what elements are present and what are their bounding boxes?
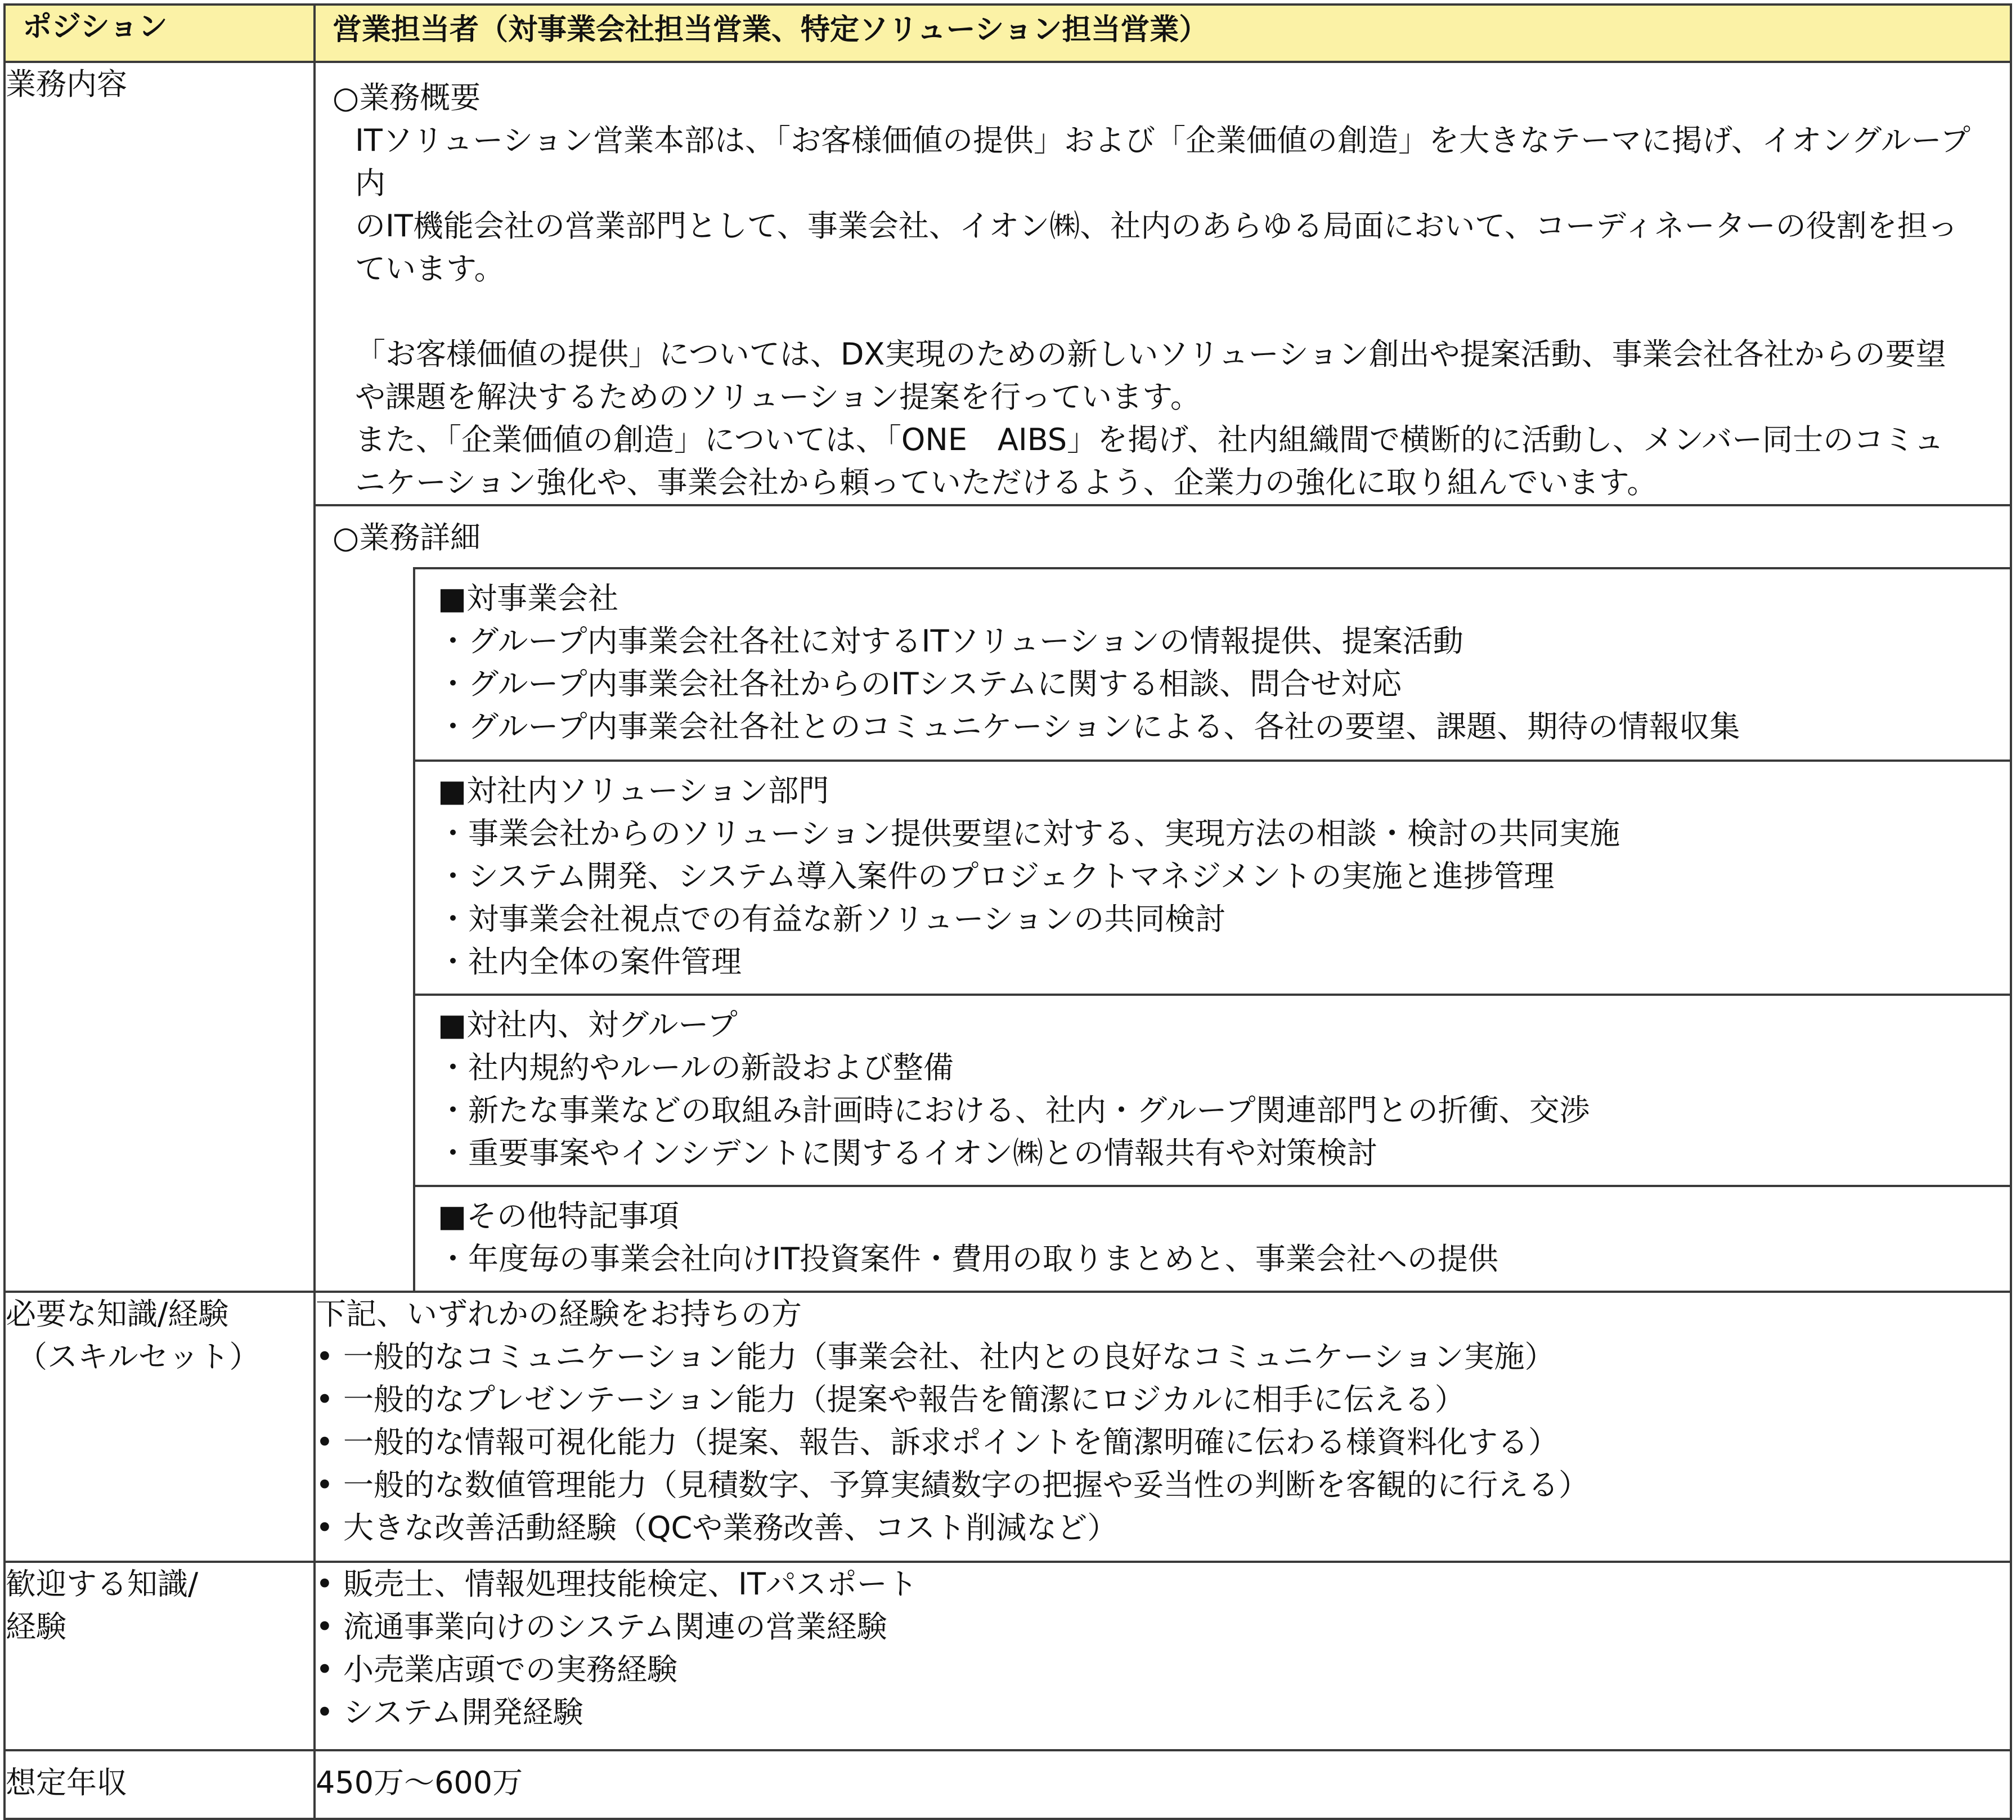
skill-item: • 一般的な情報可視化能力（提案、報告、訴求ポイントを簡潔明確に伝わる様資料化する） <box>316 1424 1559 1460</box>
group-item: ・事業会社からのソリューション提供要望に対する、実現方法の相談・検討の共同実施 <box>438 816 1620 851</box>
salary-value: 450万～600万 <box>315 1750 2011 1819</box>
value-line: 「お客様価値の提供」については、DX実現のための新しいソリューション創出や提案活動、事業会社各社からの要望 <box>355 336 1946 372</box>
skills-list <box>315 1292 2011 1562</box>
group-title: ■対事業会社 <box>438 581 619 616</box>
overview-line: のIT機能会社の営業部門として、事業会社、イオン㈱、社内のあらゆる局面において、コーディネーターの役割を担っ <box>355 208 1958 244</box>
skill-item: • 一般的なコミュニケーション能力（事業会社、社内との良好なコミュニケーション実施） <box>316 1339 1555 1374</box>
skills-label <box>5 1292 315 1562</box>
group-item: ・年度毎の事業会社向けIT投資案件・費用の取りまとめと、事業会社への提供 <box>438 1241 1498 1277</box>
skills-row <box>5 1292 2011 1562</box>
group-item: ・社内規約やルールの新設および整備 <box>438 1050 954 1085</box>
preferred-row <box>5 1562 2011 1750</box>
group-item: ・社内全体の案件管理 <box>438 944 742 979</box>
overview-cell <box>315 62 2011 505</box>
detail-group-business <box>413 567 2010 760</box>
overview-paragraph <box>316 119 2010 504</box>
detail-group-internal-group <box>413 994 2010 1185</box>
position-label: ポジション <box>5 5 315 62</box>
paragraph-gap <box>355 290 1987 333</box>
skills-label-line: （スキルセット） <box>17 1339 260 1374</box>
position-value: 営業担当者（対事業会社担当営業、特定ソリューション担当営業） <box>315 5 2011 62</box>
duties-overview-row <box>5 62 2011 505</box>
preferred-item: • 小売業店頭での実務経験 <box>316 1652 678 1687</box>
creation-line: また、「企業価値の創造」については、「ONE AIBS」を掲げ、社内組織間で横断的に活動し、メンバー同士のコミュ <box>355 422 1945 457</box>
skill-item: • 一般的な数値管理能力（見積数字、予算実績数字の把握や妥当性の判断を客観的に行える） <box>316 1467 1590 1503</box>
preferred-item: • システム開発経験 <box>316 1695 583 1730</box>
group-item: ・システム開発、システム導入案件のプロジェクトマネジメントの実施と進捗管理 <box>438 859 1555 894</box>
group-item: ・対事業会社視点での有益な新ソリューションの共同検討 <box>438 901 1226 937</box>
skill-item: • 大きな改善活動経験（QCや業務改善、コスト削減など） <box>316 1510 1118 1545</box>
preferred-label-line: 経験 <box>6 1609 66 1644</box>
preferred-label-line: 歓迎する知識/ <box>6 1566 199 1602</box>
detail-title: ○業務詳細 <box>333 520 481 555</box>
creation-line: ニケーション強化や、事業会社から頼っていただけるよう、企業力の強化に取り組んでいます。 <box>355 465 1658 500</box>
group-item: ・重要事案やインシデントに関するイオン㈱との情報共有や対策検討 <box>438 1135 1377 1171</box>
skills-label-line: 必要な知識/経験 <box>6 1296 229 1332</box>
salary-row <box>5 1750 2011 1819</box>
header-row <box>5 5 2011 62</box>
value-line: や課題を解決するためのソリューション提案を行っています。 <box>355 379 1201 415</box>
overview-line: ITソリューション営業本部は、「お客様価値の提供」および「企業価値の創造」を大きなテーマに掲げ、イオングループ内 <box>355 123 1970 201</box>
group-item: ・グループ内事業会社各社からのITシステムに関する相談、問合せ対応 <box>438 666 1402 702</box>
detail-cell <box>315 505 2011 1292</box>
skill-item: • 一般的なプレゼンテーション能力（提案や報告を簡潔にロジカルに相手に伝える） <box>316 1382 1465 1417</box>
group-item: ・グループ内事業会社各社に対するITソリューションの情報提供、提案活動 <box>438 623 1463 659</box>
overview-title: ○業務概要 <box>333 80 481 115</box>
detail-group-other <box>413 1185 2010 1291</box>
overview-line: ています。 <box>355 251 505 286</box>
preferred-item: • 販売士、情報処理技能検定、ITパスポート <box>316 1566 918 1602</box>
group-item: ・新たな事業などの取組み計画時における、社内・グループ関連部門との折衝、交渉 <box>438 1093 1590 1128</box>
skills-intro: 下記、いずれかの経験をお持ちの方 <box>316 1296 802 1332</box>
preferred-label <box>5 1562 315 1750</box>
group-item: ・グループ内事業会社各社とのコミュニケーションによる、各社の要望、課題、期待の情報収集 <box>438 709 1740 744</box>
salary-label: 想定年収 <box>5 1750 315 1819</box>
group-title: ■対社内、対グループ <box>438 1007 738 1042</box>
detail-group-internal-solution <box>413 760 2010 994</box>
group-title: ■対社内ソリューション部門 <box>438 773 829 808</box>
job-description-table <box>3 3 2012 1820</box>
preferred-item: • 流通事業向けのシステム関連の営業経験 <box>316 1609 887 1644</box>
duties-label: 業務内容 <box>5 62 315 1292</box>
preferred-list <box>315 1562 2011 1750</box>
group-title: ■その他特記事項 <box>438 1198 680 1234</box>
